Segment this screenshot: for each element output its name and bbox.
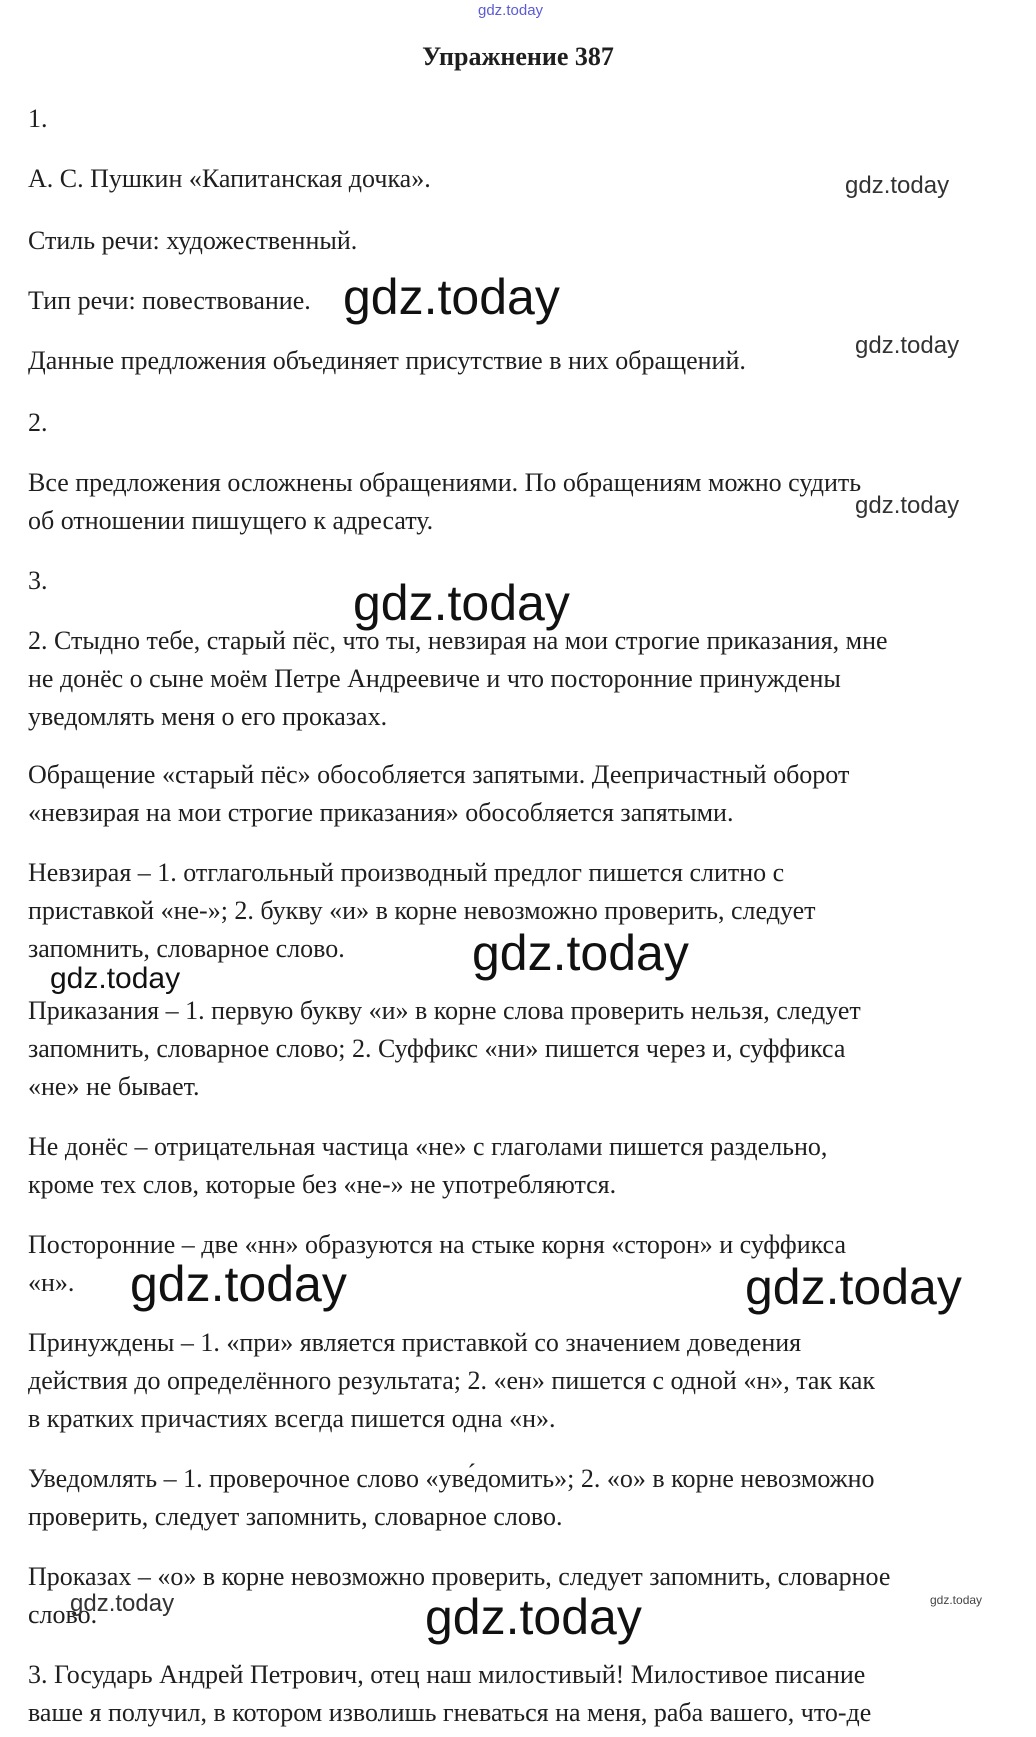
paragraph-line: приставкой «не-»; 2. букву «и» в корне невозможно проверить, следует	[28, 896, 816, 925]
watermark: gdz.today	[130, 1256, 347, 1312]
watermark: gdz.today	[343, 269, 560, 325]
watermark: gdz.today	[50, 962, 181, 995]
paragraph-line: Проказах – «о» в корне невозможно проверить, следует запомнить, словарное	[28, 1562, 891, 1591]
paragraph-line: Все предложения осложнены обращениями. По обращениям можно судить	[28, 468, 862, 497]
paragraph-line: об отношении пишущего к адресату.	[28, 506, 434, 535]
watermark: gdz.today	[472, 925, 689, 981]
paragraph-line: запомнить, словарное слово.	[28, 934, 345, 963]
quote-line: ваше я получил, в котором изволишь гневаться на меня, раба вашего, что-де	[28, 1698, 872, 1727]
paragraph-line: «не» не бывает.	[28, 1072, 200, 1101]
source-line: А. С. Пушкин «Капитанская дочка».	[28, 164, 431, 193]
page-title: Упражнение 387	[422, 42, 614, 71]
section-number: 3.	[28, 566, 48, 595]
quote-line: 2. Стыдно тебе, старый пёс, что ты, невзирая на мои строгие приказания, мне	[28, 626, 888, 655]
paragraph-line: кроме тех слов, которые без «не-» не употребляются.	[28, 1170, 617, 1199]
paragraph-line: Обращение «старый пёс» обособляется запятыми. Деепричастный оборот	[28, 760, 850, 789]
paragraph-line: Посторонние – две «нн» образуются на стыке корня «сторон» и суффикса	[28, 1230, 847, 1259]
watermark: gdz.today	[353, 575, 570, 631]
watermark: gdz.today	[855, 332, 960, 359]
paragraph-line: Принуждены – 1. «при» является приставкой со значением доведения	[28, 1328, 802, 1357]
paragraph-line: слово.	[28, 1600, 98, 1629]
quote-line: уведомлять меня о его проказах.	[28, 702, 388, 731]
watermark: gdz.today	[478, 2, 544, 19]
watermark: gdz.today	[930, 1593, 983, 1607]
paragraph-line: Данные предложения объединяет присутствие в них обращений.	[28, 346, 746, 375]
paragraph-line: «н».	[28, 1268, 75, 1297]
paragraph-line: Приказания – 1. первую букву «и» в корне слова проверить нельзя, следует	[28, 996, 861, 1025]
paragraph-line: запомнить, словарное слово; 2. Суффикс «ни» пишется через и, суффикса	[28, 1034, 846, 1063]
watermark: gdz.today	[70, 1590, 175, 1617]
paragraph-line: Уведомлять – 1. проверочное слово «уве́домить»; 2. «о» в корне невозможно	[28, 1464, 875, 1493]
paragraph-line: проверить, следует запомнить, словарное слово.	[28, 1502, 563, 1531]
paragraph-line: Невзирая – 1. отглагольный производный предлог пишется слитно с	[28, 858, 785, 887]
watermark: gdz.today	[425, 1589, 642, 1645]
speech-style-line: Стиль речи: художественный.	[28, 226, 358, 255]
watermark: gdz.today	[855, 492, 960, 519]
section-number: 2.	[28, 408, 48, 437]
watermark: gdz.today	[745, 1259, 962, 1315]
paragraph-line: действия до определённого результата; 2. «ен» пишется с одной «н», так как	[28, 1366, 876, 1395]
quote-line: не донёс о сыне моём Петре Андреевиче и что посторонние принуждены	[28, 664, 841, 693]
paragraph-line: Не донёс – отрицательная частица «не» с глаголами пишется раздельно,	[28, 1132, 828, 1161]
paragraph-line: «невзирая на мои строгие приказания» обособляется запятыми.	[28, 798, 734, 827]
section-number: 1.	[28, 104, 48, 133]
quote-line: 3. Государь Андрей Петрович, отец наш милостивый! Милостивое писание	[28, 1660, 866, 1689]
speech-type-line: Тип речи: повествование.	[28, 286, 311, 315]
paragraph-line: в кратких причастиях всегда пишется одна «н».	[28, 1404, 556, 1433]
watermark: gdz.today	[845, 172, 950, 199]
